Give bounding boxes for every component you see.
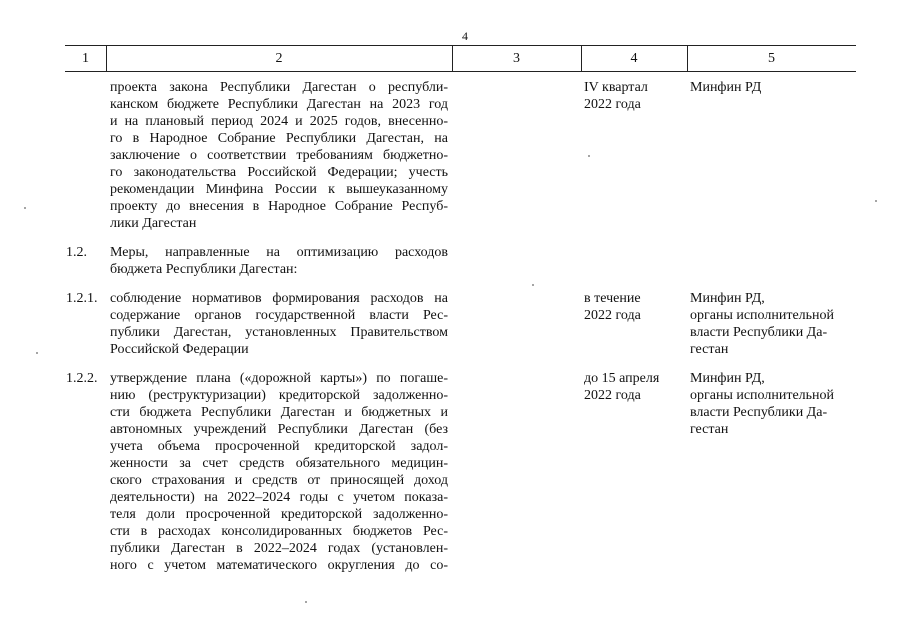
- executor-line: Минфин РД,: [690, 371, 765, 386]
- row-0-text: [110, 79, 448, 232]
- text-line: соблюдение нормативов формирования расходов на: [110, 291, 448, 306]
- row-0-executor: [690, 79, 761, 96]
- scan-speck: [532, 284, 534, 286]
- term-line: до 15 апреля: [584, 371, 660, 386]
- header-col-2: 2: [275, 51, 283, 66]
- executor-line: гестан: [690, 422, 729, 437]
- executor-line: органы исполнительной: [690, 388, 835, 403]
- text-line: публики Дагестан, установленных Правительством: [110, 325, 448, 340]
- scan-speck: [588, 155, 590, 157]
- header-col-4: 4: [630, 51, 638, 66]
- row-3-executor: [690, 370, 834, 438]
- text-line: женности за счет средств обязательного медицин-: [110, 456, 448, 471]
- text-line: деятельности) на 2022–2024 годы с учетом показа-: [110, 490, 448, 505]
- text-line: заключение о соответствии требованиям бюджетно-: [110, 148, 448, 163]
- row-3-term: [584, 370, 659, 404]
- text-line: нию (реструктуризации) кредиторской задолженно-: [110, 388, 448, 403]
- scan-speck: [875, 200, 877, 202]
- text-line: го в Народное Собрание Республики Дагестан, на: [110, 131, 448, 146]
- executor-line: Минфин РД,: [690, 291, 765, 306]
- executor-line: Минфин РД: [690, 80, 762, 95]
- text-line: го законодательства Российской Федерации; учесть: [110, 165, 448, 180]
- header-bottom-border: [65, 71, 856, 72]
- term-line: 2022 года: [584, 388, 641, 403]
- row-3-number: 1.2.2.: [66, 371, 98, 386]
- text-line: содержание органов государственной власти Рес-: [110, 308, 448, 323]
- row-2-executor: [690, 290, 834, 358]
- row-2-text: [110, 290, 448, 358]
- executor-line: гестан: [690, 342, 729, 357]
- row-3-text: [110, 370, 448, 574]
- term-line: 2022 года: [584, 97, 641, 112]
- text-line: утверждение плана («дорожной карты») по погаше-: [110, 371, 448, 386]
- text-line: бюджета Республики Дагестан:: [110, 262, 298, 277]
- term-line: в течение: [584, 291, 641, 306]
- text-line: учета объема просроченной кредиторской задол-: [110, 439, 448, 454]
- text-line: Российской Федерации: [110, 342, 249, 357]
- header-top-border: [65, 45, 856, 46]
- text-line: автономных учреждений Республики Дагестан (без: [110, 422, 448, 437]
- text-line: публики Дагестан в 2022–2024 годах (установлен-: [110, 541, 448, 556]
- text-line: лики Дагестан: [110, 216, 197, 231]
- scan-speck: [305, 601, 307, 603]
- text-line: ного с учетом математического округления до со-: [110, 558, 448, 573]
- scan-speck: [24, 207, 26, 209]
- text-line: сти в расходах консолидированных бюджетов Рес-: [110, 524, 448, 539]
- text-line: канском бюджете Республики Дагестан на 2023 год: [110, 97, 448, 112]
- term-line: IV квартал: [584, 80, 648, 95]
- text-line: проекту до внесения в Народное Собрание Респуб-: [110, 199, 448, 214]
- executor-line: власти Республики Да-: [690, 325, 828, 340]
- text-line: теля доли просроченной кредиторской задолженно-: [110, 507, 448, 522]
- header-col-3: 3: [513, 51, 520, 66]
- text-line: рекомендации Минфина России к вышеуказанному: [110, 182, 448, 197]
- term-line: 2022 года: [584, 308, 641, 323]
- text-line: ского страхования и средств от приносящей доход: [110, 473, 448, 488]
- row-1-text: [110, 244, 448, 278]
- executor-line: органы исполнительной: [690, 308, 835, 323]
- row-2-number: 1.2.1.: [66, 291, 98, 306]
- page-number: 4: [462, 29, 468, 43]
- header-col-1: 1: [82, 51, 89, 66]
- text-line: сти бюджета Республики Дагестан и бюджетных и: [110, 405, 448, 420]
- header-col-5: 5: [768, 51, 775, 66]
- row-1-number: 1.2.: [66, 245, 87, 260]
- text-line: Меры, направленные на оптимизацию расходов: [110, 245, 448, 260]
- text-line: проекта закона Республики Дагестан о республи-: [110, 80, 448, 95]
- executor-line: власти Республики Да-: [690, 405, 828, 420]
- text-line: и на плановый период 2024 и 2025 годов, внесенно-: [110, 114, 448, 129]
- row-2-term: [584, 290, 641, 324]
- scan-speck: [36, 352, 38, 354]
- row-0-term: [584, 79, 648, 113]
